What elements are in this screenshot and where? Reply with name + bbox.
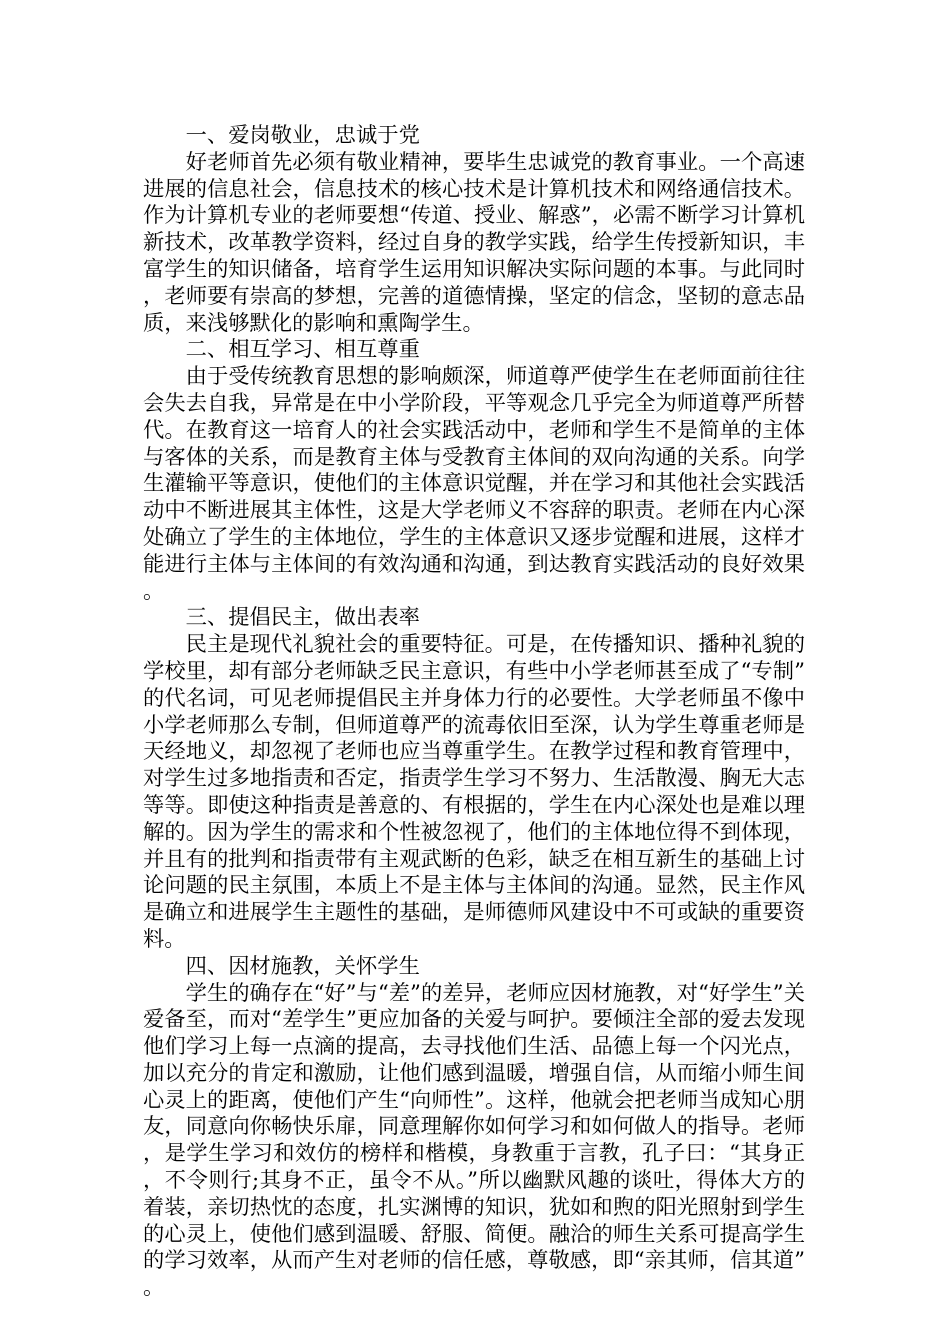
section-2-heading: 二、相互学习、相互尊重 <box>185 337 420 363</box>
section-3-paragraph: 民主是现代礼貌社会的重要特征。可是，在传播知识、播种礼貌的学校里，却有部分老师缺乏民主意识，有些中小学老师甚至成了“专制”的代名词，可见老师提倡民主并身体力行的必要性。大学老师虽不像中小学老师那么专制，但师道尊严的流毒依旧至深，认为学生尊重老师是天经地义，却忽视了老师也应当尊重学生。在教学过程和教育管理中，对学生过多地指责和否定，指责学生学习不努力、生活散漫、胸无大志等等。即使这种指责是善意的、有根据的，学生在内心深处也是难以理解的。因为学生的需求和个性被忽视了，他们的主体地位得不到体现，并且有的批判和指责带有主观武断的色彩，缺乏在相互新生的基础上讨论问题的民主氛围，本质上不是主体与主体间的沟通。显然，民主作风是确立和进展学生主题性的基础，是师德师风建设中不可或缺的重要资料。 <box>143 632 805 952</box>
section-3-heading: 三、提倡民主，做出表率 <box>185 605 420 631</box>
section-1-heading: 一、爱岗敬业，忠诚于党 <box>185 123 420 148</box>
section-2-paragraph: 由于受传统教育思想的影响颇深，师道尊严使学生在老师面前往往会失去自我，异常是在中小学阶段，平等观念几乎完全为师道尊严所替代。在教育这一培育人的社会实践活动中，老师和学生不是简单的主体与客体的关系，而是教育主体与受教育主体间的双向沟通的关系。向学生灌输平等意识，使他们的主体意识觉醒，并在学习和其他社会实践活动中不断进展其主体性，这是大学老师义不容辞的职责。老师在内心深处确立了学生的主体地位，学生的主体意识又逐步觉醒和进展，这样才能进行主体与主体间的有效沟通和沟通，到达教育实践活动的良好效果。 <box>143 364 805 604</box>
section-4-paragraph: 学生的确存在“好”与“差”的差异，老师应因材施教，对“好学生”关爱备至，而对“差学生”更应加备的关爱与呵护。要倾注全部的爱去发现他们学习上每一点滴的提高，去寻找他们生活、品德上每一个闪光点，加以充分的肯定和激励，让他们感到温暖，增强自信，从而缩小师生间心灵上的距离，使他们产生“向师性”。这样，他就会把老师当成知心朋友，同意向你畅快乐扉，同意理解你如何学习和如何做人的指导。老师，是学生学习和效仿的榜样和楷模，身教重于言教，孔子曰：“其身正，不令则行;其身不正，虽令不从。”所以幽默风趣的谈吐，得体大方的着装，亲切热忱的态度，扎实渊博的知识，犹如和煦的阳光照射到学生的心灵上，使他们感到温暖、舒服、简便。融洽的师生关系可提高学生的学习效率，从而产生对老师的信任感，尊敬感，即“亲其师，信其道”。 <box>143 980 805 1301</box>
section-4-heading: 四、因材施教，关怀学生 <box>185 953 420 979</box>
section-1-paragraph: 好老师首先必须有敬业精神，要毕生忠诚党的教育事业。一个高速进展的信息社会，信息技术的核心技术是计算机技术和网络通信技术。作为计算机专业的老师要想“传道、授业、解惑”，必需不断学习计算机新技术，改革教学资料，经过自身的教学实践，给学生传授新知识，丰富学生的知识储备，培育学生运用知识解决实际问题的本事。与此同时，老师要有崇高的梦想，完善的道德情操，坚定的信念，坚韧的意志品质，来浅够默化的影响和熏陶学生。 <box>143 149 805 336</box>
document-page <box>143 123 805 1302</box>
